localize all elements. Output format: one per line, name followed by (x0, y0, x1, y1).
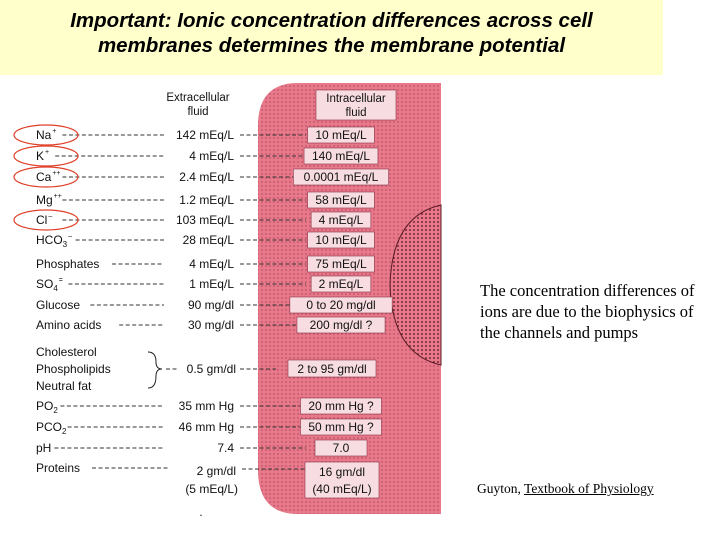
ion-name: Amino acids (36, 318, 102, 332)
lipid-name: Cholesterol (36, 345, 97, 359)
intracellular-value: 2 mEq/L (318, 277, 364, 291)
extracellular-value: 46 mm Hg (178, 420, 234, 434)
lipid-name: Phospholipids (36, 362, 111, 376)
title-line-1: Important: Ionic concentration differences across cell (70, 9, 593, 32)
protein-extracellular-value: 2 gm/dl (196, 464, 236, 478)
ion-name: $PO_2$ (36, 399, 58, 415)
explanation-text: The concentration differences of ions are due to the biophysics of the channels and pumps (480, 281, 695, 342)
extracellular-value: 4 mEq/L (189, 149, 234, 163)
ion-name: Glucose (36, 298, 81, 312)
intracellular-value: 7.0 (332, 441, 350, 455)
ion-name: Mg++ (36, 193, 62, 207)
ion-name: Phosphates (36, 257, 100, 271)
dot-mark: . (199, 507, 203, 519)
ion-name: Na+ (36, 128, 57, 142)
extracellular-value: 7.4 (217, 441, 234, 455)
intracellular-value: 10 mEq/L (315, 128, 367, 142)
intracellular-value: 10 mEq/L (315, 233, 367, 247)
title-line-2: membranes determines the membrane potential (97, 34, 566, 57)
citation-book: Textbook of Physiology (524, 481, 654, 496)
extracellular-value: 4 mEq/L (189, 257, 234, 271)
protein-intracellular-value: (40 mEq/L) (312, 482, 372, 496)
intracellular-value: 4 mEq/L (318, 213, 364, 227)
ion-name: $PCO_2$ (36, 420, 67, 436)
intracellular-value: 140 mEq/L (311, 149, 371, 163)
extracellular-value: 2.4 mEq/L (179, 170, 234, 184)
extracellular-header-2: fluid (187, 106, 209, 118)
extracellular-value: 28 mEq/L (182, 233, 234, 247)
lipid-extracellular-value: 0.5 gm/dl (186, 362, 236, 376)
extracellular-header-1: Extracellular (166, 92, 230, 104)
ion-name: $SO_4^=$ (36, 277, 63, 293)
intracellular-value: 20 mm Hg ? (308, 399, 374, 413)
extracellular-value: 90 mg/dl (187, 298, 234, 312)
extracellular-value: 35 mm Hg (178, 399, 234, 413)
ion-name: Cl– (36, 213, 53, 227)
intracellular-value: 0.0001 mEq/L (303, 170, 379, 184)
citation (477, 481, 654, 497)
ion-name: pH (36, 441, 52, 455)
extracellular-value: 103 mEq/L (175, 213, 234, 227)
intracellular-value: 200 mg/dl ? (309, 318, 373, 332)
lipid-brace (148, 352, 162, 388)
intracellular-header-1: Intracellular (326, 93, 386, 105)
intracellular-value: 0 to 20 mg/dl (306, 298, 376, 312)
ion-name: K+ (36, 149, 50, 163)
protein-intracellular-value: 16 gm/dl (318, 465, 366, 479)
intracellular-header-2: fluid (345, 107, 367, 119)
intracellular-value: 50 mm Hg ? (308, 420, 374, 434)
intracellular-value: 58 mEq/L (315, 193, 367, 207)
intracellular-value: 75 mEq/L (315, 257, 367, 271)
extracellular-value: 1 mEq/L (189, 277, 234, 291)
lipid-name: Neutral fat (36, 379, 92, 393)
extracellular-value: 1.2 mEq/L (179, 193, 234, 207)
protein-extracellular-value: (5 mEq/L) (185, 482, 238, 496)
protein-name: Proteins (36, 461, 81, 475)
ion-name: Ca++ (36, 170, 61, 184)
extracellular-value: 30 mg/dl (187, 318, 234, 332)
lipid-intracellular-value: 2 to 95 gm/dl (297, 362, 367, 376)
extracellular-value: 142 mEq/L (175, 128, 234, 142)
ion-name: $HCO_3^-$ (36, 233, 73, 249)
citation-author: Guyton, (477, 481, 525, 496)
